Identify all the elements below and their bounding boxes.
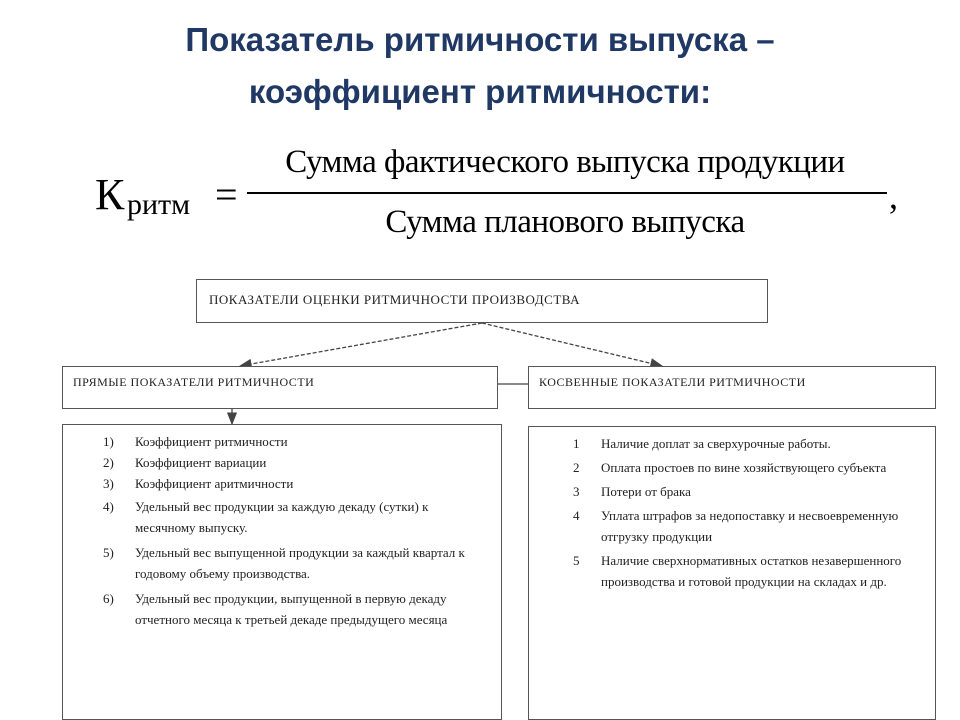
list-item [529, 433, 935, 454]
list-item-text: Коэффициент аритмичности [135, 476, 294, 491]
list-item [63, 542, 501, 584]
list-item-text: Потери от брака [601, 484, 691, 499]
list-item-number: 5 [573, 553, 580, 568]
formula-subscript: ритм [127, 188, 191, 221]
indirect-indicators-header [528, 366, 936, 409]
list-item-number: 4 [573, 508, 580, 523]
formula-comma: , [889, 176, 898, 216]
list-item-number: 1 [573, 436, 580, 451]
indirect-indicators-list [528, 426, 936, 720]
direct-indicators-list [62, 424, 502, 720]
list-item [63, 473, 501, 494]
list-item [529, 457, 935, 478]
formula-symbol: К [95, 170, 125, 219]
list-item-text: Коэффициент вариации [135, 455, 267, 470]
list-item-number: 4) [103, 499, 114, 514]
list-item [63, 452, 501, 473]
formula-equals: = [215, 172, 238, 217]
direct-indicators-header [62, 366, 498, 409]
list-item-number: 5) [103, 545, 114, 560]
list-item-text: Наличие доплат за сверхурочные работы. [601, 436, 831, 451]
list-item-text: Оплата простоев по вине хозяйствующего субъекта [601, 460, 887, 475]
list-item-text: Удельный вес выпущенной продукции за каждый квартал к годовому объему производства. [135, 545, 465, 581]
root-indicators-label: ПОКАЗАТЕЛИ ОЦЕНКИ РИТМИЧНОСТИ ПРОИЗВОДСТВА [209, 292, 581, 307]
list-item-number: 2 [573, 460, 580, 475]
list-item-number: 3 [573, 484, 580, 499]
list-item [63, 496, 501, 538]
formula-numerator: Сумма фактического выпуска продукции [285, 144, 845, 180]
direct-indicators-label: ПРЯМЫЕ ПОКАЗАТЕЛИ РИТМИЧНОСТИ [73, 375, 315, 389]
list-item [63, 431, 501, 452]
indirect-indicators-label: КОСВЕННЫЕ ПОКАЗАТЕЛИ РИТМИЧНОСТИ [539, 375, 806, 389]
list-item [529, 505, 935, 547]
title-line-2: коэффициент ритмичности: [248, 73, 712, 110]
list-item [529, 550, 935, 592]
arrow-to-indirect [482, 323, 662, 366]
title-line-1: Показатель ритмичности выпуска – [185, 21, 775, 58]
list-item-number: 3) [103, 476, 114, 491]
list-item [529, 481, 935, 502]
list-item [63, 588, 501, 630]
list-item-number: 6) [103, 591, 114, 606]
formula-denominator: Сумма планового выпуска [385, 204, 745, 240]
root-indicators-box [196, 279, 768, 323]
list-item-number: 2) [103, 455, 114, 470]
list-item-text: Наличие сверхнормативных остатков незавершенного производства и готовой продукции на складах и др. [601, 553, 902, 589]
arrow-to-direct [240, 323, 482, 366]
list-item-text: Коэффициент ритмичности [135, 434, 288, 449]
list-item-text: Удельный вес продукции, выпущенной в первую декаду отчетного месяца к третьей декаде предыдущего месяца [135, 591, 448, 627]
list-item-text: Удельный вес продукции за каждую декаду (сутки) к месячному выпуску. [135, 499, 429, 535]
list-item-text: Уплата штрафов за недопоставку и несвоевременную отгрузку продукции [601, 508, 899, 544]
list-item-number: 1) [103, 434, 114, 449]
